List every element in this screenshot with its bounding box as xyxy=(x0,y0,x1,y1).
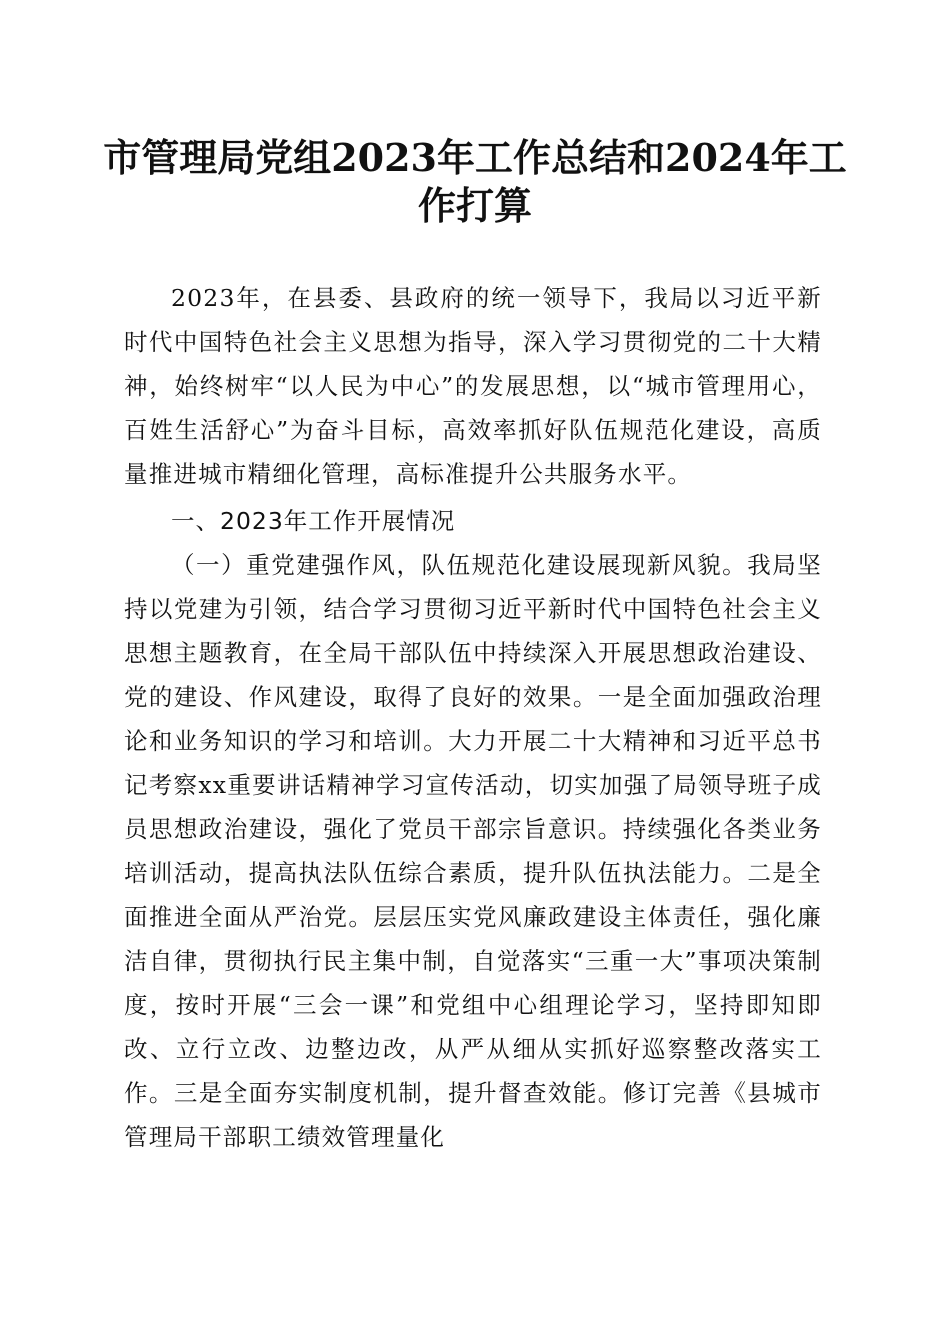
subsection-body: 我局坚持以党建为引领，结合学习贯彻习近平新时代中国特色社会主义思想主题教育，在全局干部队伍中持续深入开展思想政治建设、党的建设、作风建设，取得了良好的效果。一是全面加强政治理论和业务知识的学习和培训。大力开展二十大精神和习近平总书记考察xx重要讲话精神学习宣传活动，切实加强了局领导班子成员思想政治建设，强化了党员干部宗旨意识。持续强化各类业务培训活动，提高执法队伍综合素质，提升队伍执法能力。二是全面推进全面从严治党。层层压实党风廉政建设主体责任，强化廉洁自律，贯彻执行民主集中制，自觉落实“三重一大”事项决策制度，按时开展“三会一课”和党组中心组理论学习，坚持即知即改、立行立改、边整边改，从严从细从实抓好巡察整改落实工作。三是全面夯实制度机制，提升督查效能。修订完善《县城市管理局干部职工绩效管理量化 xyxy=(124,551,822,1151)
subsection-paragraph xyxy=(124,543,822,1159)
intro-paragraph: 2023年，在县委、县政府的统一领导下，我局以习近平新时代中国特色社会主义思想为指导，深入学习贯彻党的二十大精神，始终树牢“以人民为中心”的发展思想，以“城市管理用心，百姓生活舒心”为奋斗目标，高效率抓好队伍规范化建设，高质量推进城市精细化管理，高标准提升公共服务水平。 xyxy=(124,284,822,488)
subsection-lead: （一）重党建强作风，队伍规范化建设展现新风貌。 xyxy=(171,551,748,579)
document-title: 市管理局党组2023年工作总结和2024年工作打算 xyxy=(103,135,847,228)
section-heading: 一、2023年工作开展情况 xyxy=(171,507,456,535)
